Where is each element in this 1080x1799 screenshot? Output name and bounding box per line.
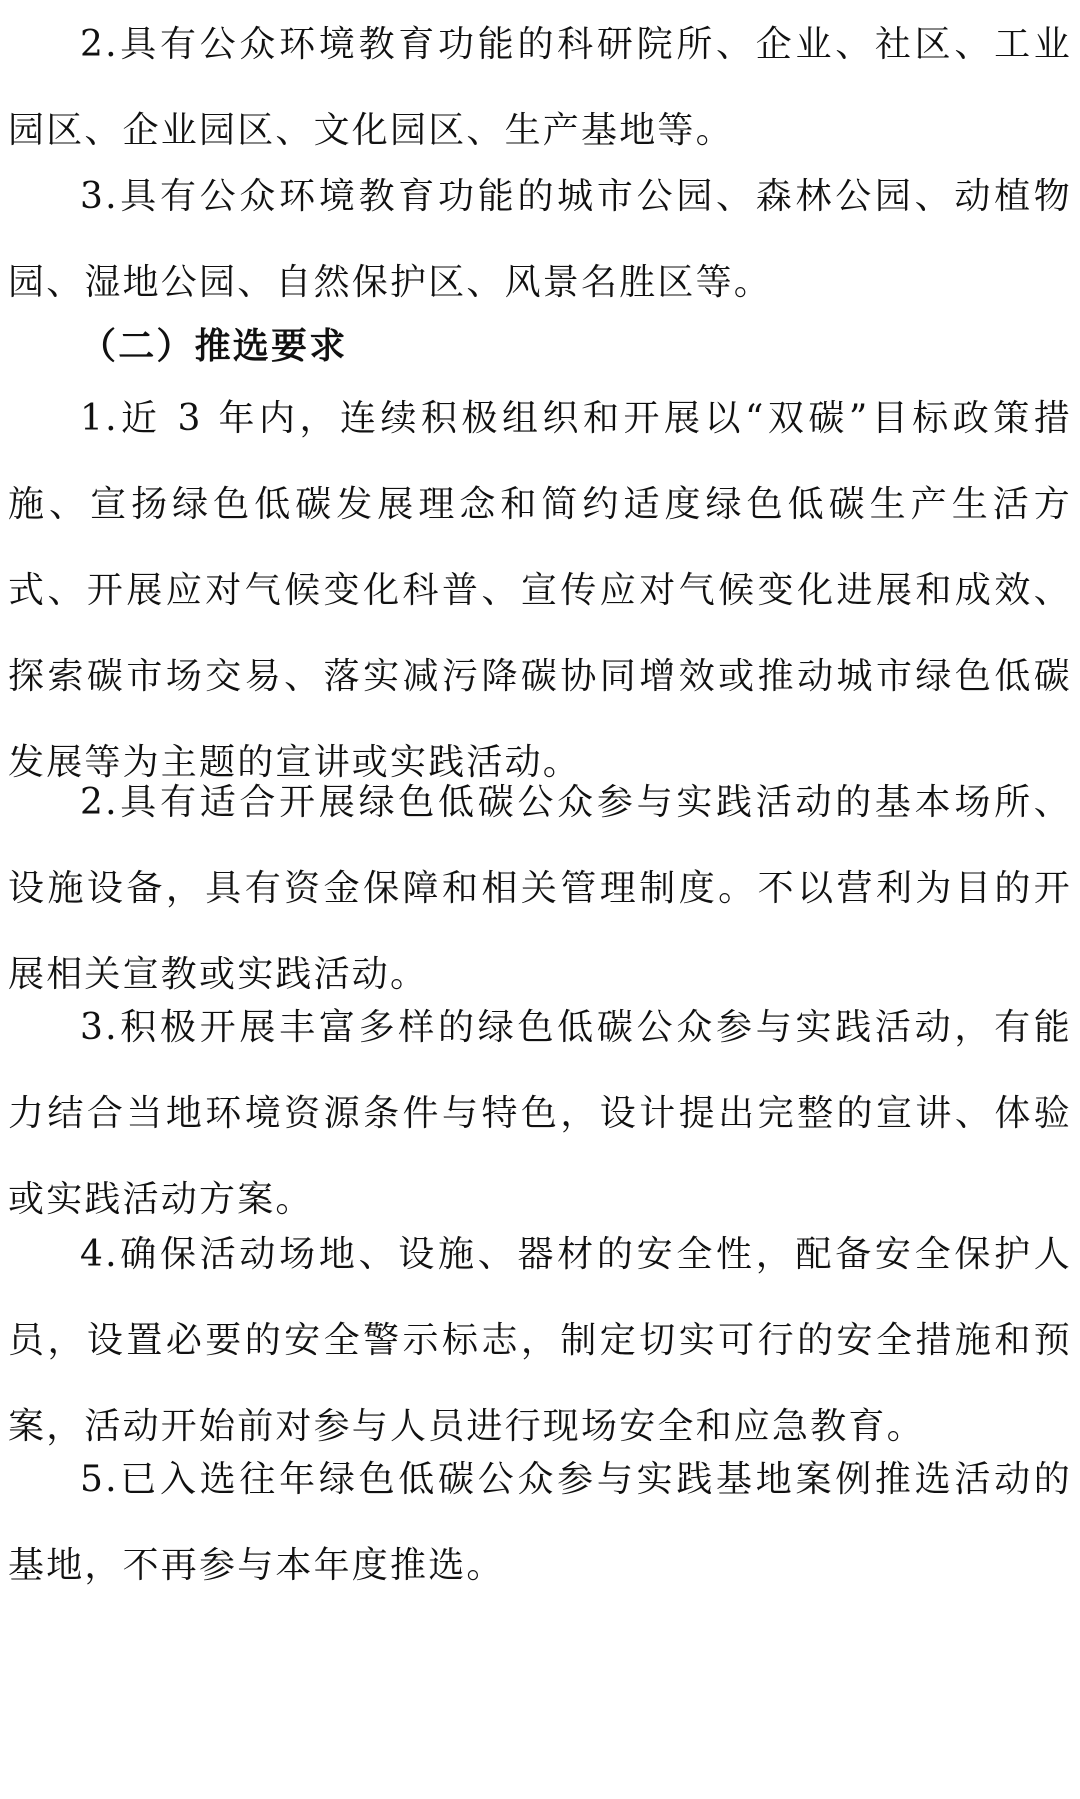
paragraph-eligible-parks: 3.具有公众环境教育功能的城市公园、森林公园、动植物园、湿地公园、自然保护区、风景名胜区等。 (8, 176, 1072, 303)
paragraph-requirement-5: 5.已入选往年绿色低碳公众参与实践基地案例推选活动的基地，不再参与本年度推选。 (8, 1459, 1072, 1586)
paragraph-requirement-4: 4.确保活动场地、设施、器材的安全性，配备安全保护人员，设置必要的安全警示标志，制定切实可行的安全措施和预案，活动开始前对参与人员进行现场安全和应急教育。 (8, 1234, 1072, 1447)
paragraph-requirement-2: 2.具有适合开展绿色低碳公众参与实践活动的基本场所、设施设备，具有资金保障和相关管理制度。不以营利为目的开展相关宣教或实践活动。 (8, 782, 1072, 995)
paragraph-eligible-institutions: 2.具有公众环境教育功能的科研院所、企业、社区、工业园区、企业园区、文化园区、生产基地等。 (8, 24, 1072, 151)
section-heading-selection-requirements: （二）推选要求 (80, 326, 348, 367)
paragraph-requirement-3: 3.积极开展丰富多样的绿色低碳公众参与实践活动，有能力结合当地环境资源条件与特色，设计提出完整的宣讲、体验或实践活动方案。 (8, 1007, 1072, 1220)
paragraph-requirement-1: 1.近 3 年内，连续积极组织和开展以“双碳”目标政策措施、宣扬绿色低碳发展理念和简约适度绿色低碳生产生活方式、开展应对气候变化科普、宣传应对气候变化进展和成效、探索碳市场交易、落实减污降碳协同增效或推动城市绿色低碳发展等为主题的宣讲或实践活动。 (8, 398, 1072, 783)
